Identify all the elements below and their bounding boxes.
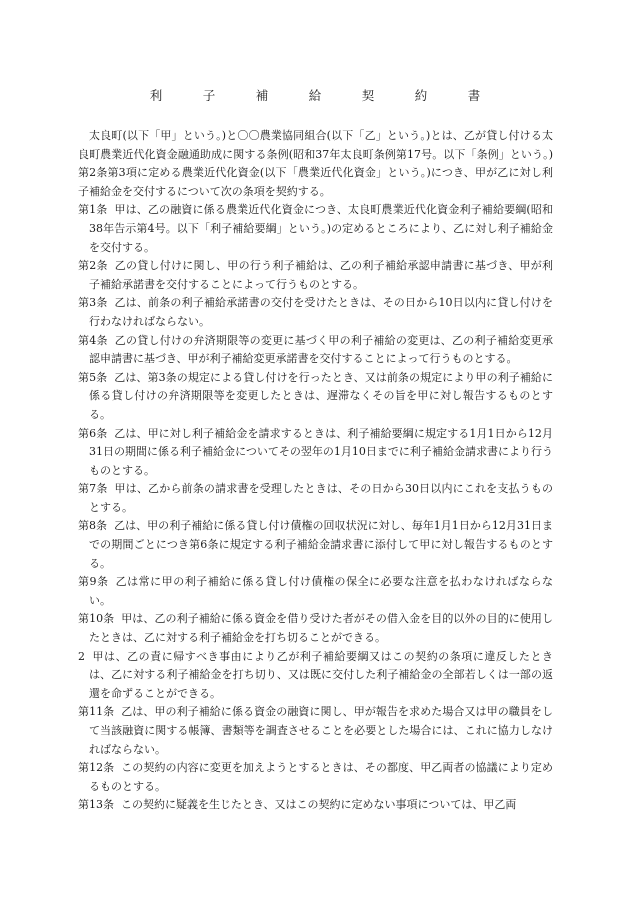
article-number: 第13条 [78,798,114,812]
article-text: 乙は、甲に対し利子補給金を請求するときは、利子補給要綱に規定する1月1日から12月31日の期間に係る利子補給金についてその翌年の1月10日までに利子補給金請求書により行うものとする。 [89,426,554,477]
article-number: 第10条 [78,612,115,626]
document-body [78,127,553,815]
article-number: 第9条 [78,575,109,589]
article-3 [78,294,553,331]
article-number: 第7条 [78,482,108,496]
article-9 [78,573,553,610]
article-7 [78,480,553,517]
article-8 [78,517,553,573]
article-number: 第2条 [78,259,108,273]
article-text: この契約の内容に変更を加えようとするときは、その都度、甲乙両者の協議により定めるものとする。 [89,761,553,793]
article-6 [78,425,553,481]
article-text: 乙の貸し付けに関し、甲の行う利子補給は、乙の利子補給承認申請書に基づき、甲が利子補給承諾書を交付することによって行うものとする。 [89,259,553,291]
article-number: 第4条 [78,333,108,347]
article-12 [78,759,553,796]
article-text: 乙は、第3条の規定による貸し付けを行ったとき、又は前条の規定により甲の利子補給に係る貸し付けの弁済期限等を変更したときは、遅滞なくその旨を甲に対し報告するものとする。 [89,370,553,421]
article-10-paragraph-2 [78,648,553,704]
article-list [78,201,553,815]
article-text: この契約に疑義を生じたとき、又はこの契約に定めない事項については、甲乙両 [121,798,517,812]
article-text: 甲は、乙の責に帰すべき事由により乙が利子補給要綱又はこの契約の条項に違反したときは、乙に対する利子補給金を打ち切り、又は既に交付した利子補給金の全部若しくは一部の返還を命ずることができる。 [89,649,553,700]
article-number: 第11条 [78,705,115,719]
article-10 [78,610,553,647]
article-text: 乙は、前条の利子補給承諾書の交付を受けたときは、その日から10日以内に貸し付けを行わなければならない。 [89,296,553,328]
article-number: 第5条 [78,370,108,384]
preamble-paragraph: 太良町(以下「甲」という。)と〇〇農業協同組合(以下「乙」という。)とは、乙が貸し付ける太良町農業近代化資金融通助成に関する条例(昭和37年太良町条例第17号。以下「条例」という。)第2条第3項に定める農業近代化資金(以下「農業近代化資金」という。)につき、甲が乙に対し利子補給金を交付するについて次の条項を契約する。 [78,129,553,198]
article-text: 乙は、甲の利子補給に係る資金の融資に関し、甲が報告を求めた場合又は甲の職員をして当該融資に関する帳簿、書類等を調査させることを必要とした場合には、これに協力しなければならない。 [89,705,553,756]
article-text: 甲は、乙から前条の請求書を受理したときは、その日から30日以内にこれを支払うものとする。 [89,482,553,514]
article-text: 甲は、乙の利子補給に係る資金を借り受けた者がその借入金を目的以外の目的に使用したときは、乙に対する利子補給金を打ち切ることができる。 [89,612,553,645]
article-11 [78,703,553,759]
article-5 [78,369,553,425]
article-text: 乙の貸し付けの弁済期限等の変更に基づく甲の利子補給の変更は、乙の利子補給変更承認申請書に基づき、甲が利子補給変更承諾書を交付することによって行うものとする。 [89,333,553,366]
article-text: 甲は、乙の融資に係る農業近代化資金につき、太良町農業近代化資金利子補給要綱(昭和38年告示第4号。以下「利子補給要綱」という。)の定めるところにより、乙に対し利子補給金を交付する。 [89,203,553,254]
article-number: 第12条 [78,761,115,775]
document-title: 利 子 補 給 契 約 書 [149,88,495,103]
article-number: 第3条 [78,296,108,310]
article-13 [78,796,553,815]
article-number: 第6条 [78,426,108,440]
article-text: 乙は、甲の利子補給に係る貸し付け債権の回収状況に対し、毎年1月1日から12月31日までの期間ごとにつき第6条に規定する利子補給金請求書に添付して甲に対し報告するものとする。 [89,519,553,570]
article-2 [78,257,553,294]
article-1 [78,201,553,257]
article-number: 第8条 [78,519,108,533]
article-4 [78,332,553,369]
article-text: 乙は常に甲の利子補給に係る貸し付け債権の保全に必要な注意を払わなければならない。 [89,575,554,607]
article-number: 2 [78,649,85,663]
article-number: 第1条 [78,203,108,217]
